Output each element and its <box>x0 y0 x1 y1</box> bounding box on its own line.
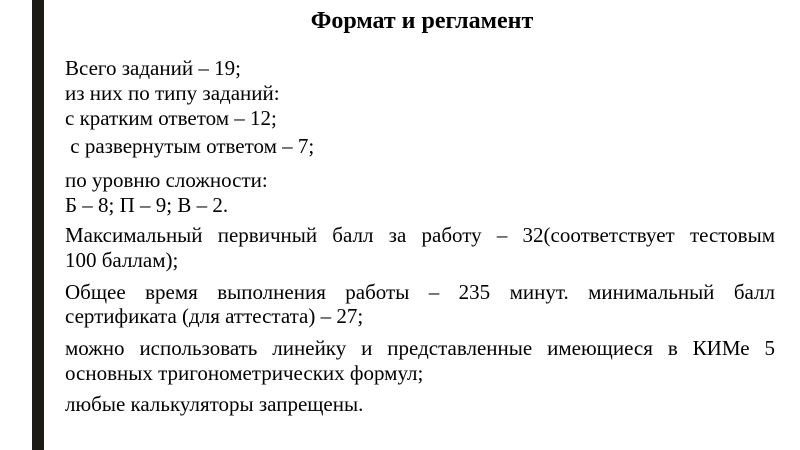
text-line: 100 баллам); <box>65 248 179 272</box>
text-line: Б – 8; П – 9; В – 2. <box>65 193 229 217</box>
text-line: с развернутым ответом – 7; <box>65 134 315 158</box>
accent-bar <box>32 0 44 450</box>
text-line: из них по типу заданий: <box>65 81 280 105</box>
slide-title: Формат и регламент <box>310 8 534 34</box>
text-line: Всего заданий – 19; <box>65 56 241 80</box>
text-line: любые калькуляторы запрещены. <box>65 392 364 416</box>
text-line: по уровню сложности: <box>65 168 268 192</box>
text-line: Максимальный первичный балл за работу – 32(соответствует тестовым <box>65 223 775 247</box>
text-line: сертификата (для аттестата) – 27; <box>65 304 364 328</box>
text-line: можно использовать линейку и представленные имеющиеся в КИМе 5 <box>65 336 775 360</box>
text-line: основных тригонометрических формул; <box>65 361 424 385</box>
text-line: Общее время выполнения работы – 235 минут. минимальный балл <box>65 280 775 304</box>
text-line: с кратким ответом – 12; <box>65 106 277 130</box>
